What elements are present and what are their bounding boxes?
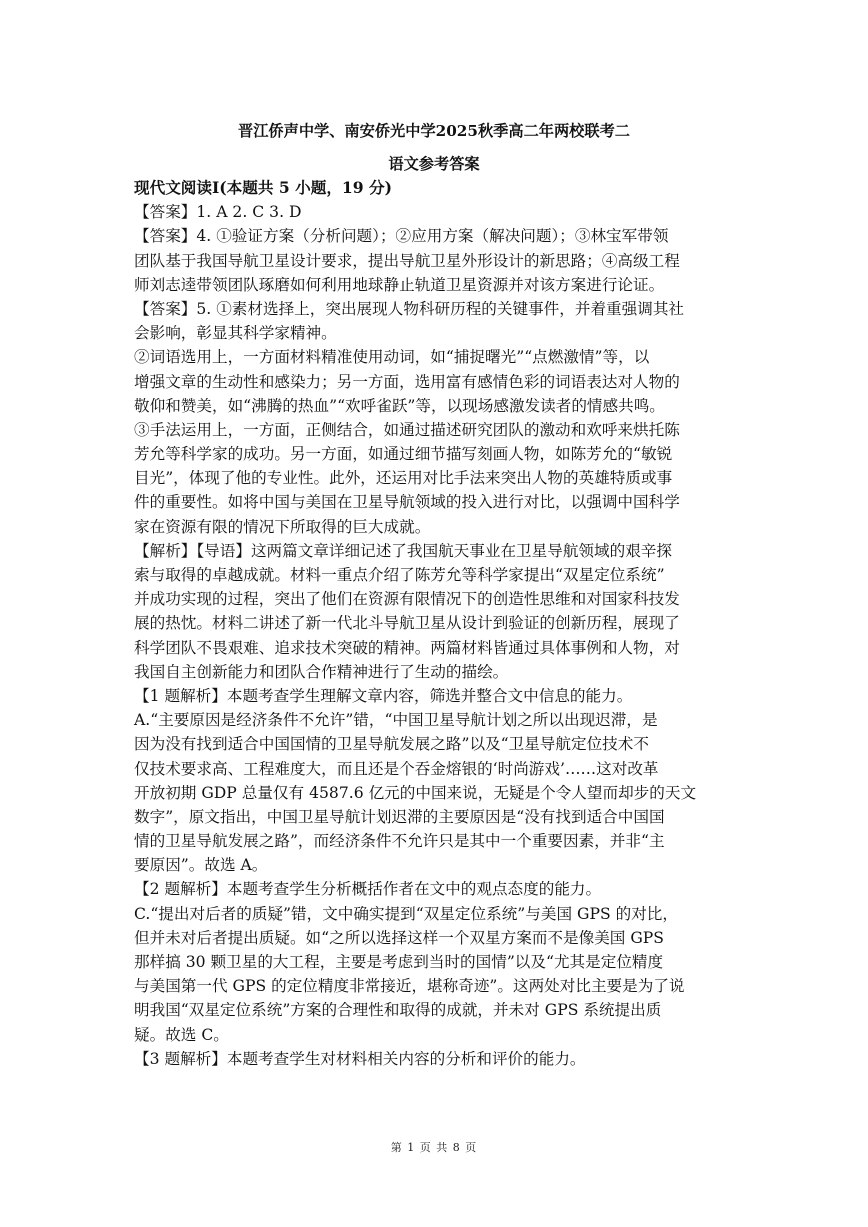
- text-line: 但并未对后者提出质疑。如“之所以选择这样一个双星方案而不是像美国 GPS: [134, 928, 664, 947]
- document-subtitle: 语文参考答案: [388, 155, 480, 173]
- answer-lines: [134, 200, 744, 1071]
- text-line: 敬仰和赞美，如“沸腾的热血”“欢呼雀跃”等，以现场感激发读者的情感共鸣。: [134, 396, 665, 415]
- text-line: 那样搞 30 颗卫星的大工程，主要是考虑到当时的国情”以及“尤其是定位精度: [134, 953, 664, 971]
- text-line: 【3 题解析】本题考查学生对材料相关内容的分析和评价的能力。: [134, 1049, 586, 1068]
- text-line: 增强文章的生动性和感染力；另一方面，选用富有感情色彩的词语表达对人物的: [134, 372, 680, 391]
- text-line: 要原因”。故选 A。: [134, 856, 268, 875]
- text-line: 情的卫星导航发展之路”，而经济条件不允许只是其中一个重要因素，并非“主: [134, 832, 665, 851]
- section-heading: 现代文阅读Ⅰ(本题共 5 小题，19 分): [134, 178, 393, 197]
- text-line: 并成功实现的过程，突出了他们在资源有限情况下的创造性思维和对国家科技发: [134, 590, 680, 609]
- text-line: 【2 题解析】本题考查学生分析概括作者在文中的观点态度的能力。: [134, 880, 602, 899]
- text-line: 芳允等科学家的成功。另一方面，如通过细节描写刻画人物，如陈芳允的“敏锐: [134, 445, 673, 464]
- text-line: 【答案】5. ①素材选择上，突出展现人物科研历程的关键事件，并着重强调其社: [134, 299, 685, 318]
- text-line: 与美国第一代 GPS 的定位精度非常接近，堪称奇迹”。这两处对比主要是为了说: [134, 977, 685, 996]
- text-line: ③手法运用上，一方面，正侧结合，如通过描述研究团队的激动和欢呼来烘托陈: [134, 420, 680, 439]
- text-line: A.“主要原因是经济条件不允许”错，“中国卫星导航计划之所以出现迟滞，是: [134, 711, 658, 730]
- text-line: 疑。故选 C。: [134, 1025, 229, 1044]
- text-line: 【答案】1. A 2. C 3. D: [134, 203, 302, 222]
- text-line: 【1 题解析】本题考查学生理解文章内容，筛选并整合文中信息的能力。: [134, 686, 633, 705]
- text-line: 师刘志逵带领团队琢磨如何利用地球静止轨道卫星资源并对该方案进行论证。: [134, 275, 665, 294]
- text-line: 目光”，体现了他的专业性。此外，还运用对比手法来突出人物的英雄特质或事: [134, 469, 673, 488]
- text-line: 【解析】【导语】这两篇文章详细记述了我国航天事业在卫星导航领域的艰辛探: [134, 541, 672, 560]
- answer-body: [134, 176, 744, 1071]
- text-line: 家在资源有限的情况下所取得的巨大成就。: [134, 517, 431, 536]
- text-line: 开放初期 GDP 总量仅有 4587.6 亿元的中国来说，无疑是个令人望而却步的天文: [134, 783, 697, 802]
- text-line: 【答案】4. ①验证方案（分析问题）；②应用方案（解决问题）；③林宝军带领: [134, 227, 669, 246]
- text-line: 会影响，彰显其科学家精神。: [134, 324, 337, 343]
- text-line: C.“提出对后者的质疑”错，文中确实提到“双星定位系统”与美国 GPS 的对比，: [134, 904, 678, 923]
- text-line: 件的重要性。如将中国与美国在卫星导航领域的投入进行对比，以强调中国科学: [134, 493, 680, 512]
- document-title: 晋江侨声中学、南安侨光中学2025秋季高二年两校联考二: [238, 122, 630, 140]
- text-line: 数字”，原文指出，中国卫星导航计划迟滞的主要原因是“没有找到适合中国国: [134, 807, 665, 826]
- text-line: 明我国“双星定位系统”方案的合理性和取得的成就，并未对 GPS 系统提出质: [134, 1001, 662, 1020]
- text-line: 仅技术要求高、工程难度大，而且还是个吞金熔银的‘时尚游戏’……这对改革: [134, 759, 659, 778]
- text-line: 展的热忱。材料二讲述了新一代北斗导航卫星从设计到验证的创新历程，展现了: [134, 614, 680, 633]
- text-line: 因为没有找到适合中国国情的卫星导航发展之路”以及“卫星导航定位技术不: [134, 735, 649, 754]
- text-line: ②词语选用上，一方面材料精准使用动词，如“捕捉曙光”“点燃激情”等，以: [134, 348, 650, 367]
- text-line: 索与取得的卓越成就。材料一重点介绍了陈芳允等科学家提出“双星定位系统”: [134, 566, 665, 584]
- page-footer: 第 1 页 共 8 页: [390, 1141, 478, 1154]
- text-line: 科学团队不畏艰难、追求技术突破的精神。两篇材料皆通过具体事例和人物，对: [134, 638, 680, 657]
- text-line: 我国自主创新能力和团队合作精神进行了生动的描绘。: [134, 662, 509, 681]
- text-line: 团队基于我国导航卫星设计要求，提出导航卫星外形设计的新思路；④高级工程: [134, 251, 680, 270]
